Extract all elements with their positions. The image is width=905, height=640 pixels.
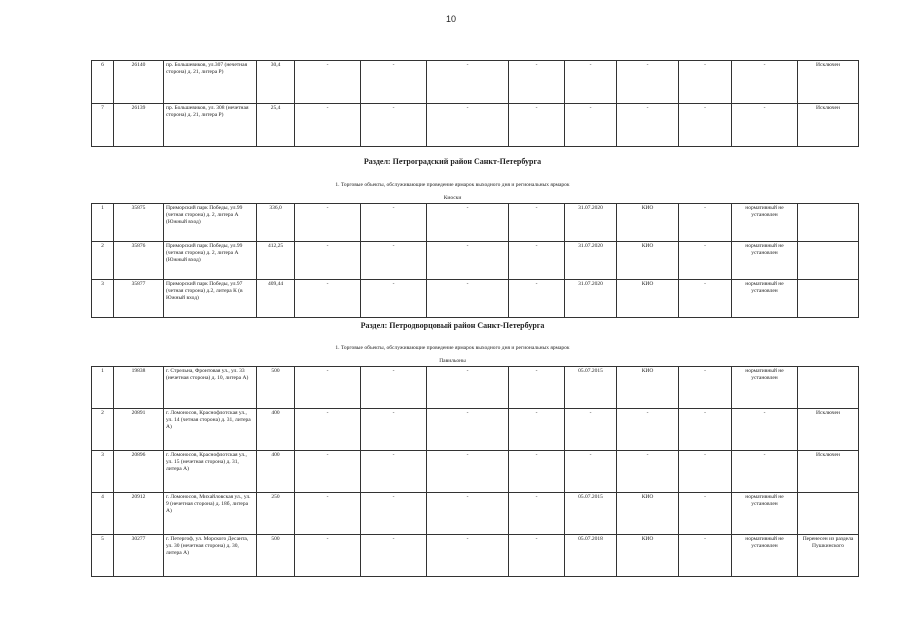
table-cell [798, 367, 859, 409]
table-cell: - [732, 61, 798, 104]
table-cell: Приморский парк Победы, ул.97 (четная сторона) д.2, литера К (в Южный вход) [164, 280, 257, 318]
petrogradsky-table [91, 203, 859, 318]
table-cell: 30,4 [257, 61, 295, 104]
table-cell: 30277 [114, 535, 164, 577]
table-cell: - [295, 409, 361, 451]
table-cell: КИО [617, 493, 679, 535]
table-cell: 35875 [114, 204, 164, 242]
table-cell: - [679, 409, 732, 451]
table-cell: пр. Большевиков, ул.307 (нечетная сторона) д. 21, литера Р) [164, 61, 257, 104]
table-cell: - [509, 104, 565, 147]
table-cell: - [509, 242, 565, 280]
table-cell: - [427, 535, 509, 577]
table-cell: Исключен [798, 104, 859, 147]
table-cell: 31.07.2020 [565, 280, 617, 318]
table-cell: 500 [257, 535, 295, 577]
table-cell: 20912 [114, 493, 164, 535]
table-cell: - [509, 451, 565, 493]
table-row [92, 451, 859, 493]
table-cell: - [295, 280, 361, 318]
table-cell: - [732, 451, 798, 493]
table-cell: Исключен [798, 409, 859, 451]
table-cell: нормативный не установлен [732, 535, 798, 577]
table-cell: - [679, 367, 732, 409]
table-cell: - [427, 451, 509, 493]
table-cell: нормативный не установлен [732, 242, 798, 280]
table-cell: - [617, 104, 679, 147]
table-cell: 2 [92, 242, 114, 280]
table-cell: - [427, 367, 509, 409]
table-cell: 05.07.2018 [565, 535, 617, 577]
table-cell: г. Стрельна, Фронтовая ул., ул. 33 (нечетная сторона) д. 10, литера А) [164, 367, 257, 409]
table-cell: - [427, 61, 509, 104]
table-cell: - [617, 451, 679, 493]
table-cell: 35876 [114, 242, 164, 280]
table-cell: - [295, 535, 361, 577]
table-cell: - [509, 409, 565, 451]
table-cell: 35877 [114, 280, 164, 318]
table-row [92, 280, 859, 318]
table-cell: 6 [92, 61, 114, 104]
table-cell: 31.07.2020 [565, 242, 617, 280]
table-cell: - [509, 61, 565, 104]
table-cell: 26139 [114, 104, 164, 147]
table-cell: - [427, 409, 509, 451]
table-cell: - [427, 104, 509, 147]
table-cell: - [509, 367, 565, 409]
table-cell: - [679, 104, 732, 147]
table-cell: Приморский парк Победы, ул.99 (четная сторона) д. 2, литера А (Южный вход) [164, 242, 257, 280]
table-cell: - [361, 367, 427, 409]
table-cell: - [679, 493, 732, 535]
table-cell: 400 [257, 409, 295, 451]
table-cell [798, 204, 859, 242]
table-cell: 20896 [114, 451, 164, 493]
table-cell: - [361, 104, 427, 147]
table-cell: - [295, 61, 361, 104]
table-cell: 3 [92, 451, 114, 493]
table-cell: 250 [257, 493, 295, 535]
table-cell: - [565, 61, 617, 104]
table-cell: - [679, 535, 732, 577]
table-row [92, 61, 859, 104]
table-cell: - [361, 61, 427, 104]
table-cell: КИО [617, 367, 679, 409]
table-cell: нормативный не установлен [732, 493, 798, 535]
table-cell: - [509, 280, 565, 318]
table-cell: нормативный не установлен [732, 280, 798, 318]
table-cell: КИО [617, 280, 679, 318]
table-cell [798, 242, 859, 280]
table-row [92, 242, 859, 280]
table-cell: - [509, 535, 565, 577]
table-cell: - [679, 242, 732, 280]
table-cell: - [295, 367, 361, 409]
table-cell: 20891 [114, 409, 164, 451]
table-cell: - [361, 451, 427, 493]
table-cell: 3 [92, 280, 114, 318]
table-cell: 26140 [114, 61, 164, 104]
table-cell: Исключен [798, 61, 859, 104]
table-cell: КИО [617, 242, 679, 280]
table-cell: - [679, 61, 732, 104]
table-cell: Перенесен из раздела Пушкинского [798, 535, 859, 577]
table-cell: - [361, 409, 427, 451]
table-cell: 2 [92, 409, 114, 451]
table-cell: пр. Большевиков, ул. 308 (нечетная сторона) д. 21, литера Р) [164, 104, 257, 147]
table-cell: - [509, 493, 565, 535]
table-cell: - [427, 242, 509, 280]
table-row [92, 535, 859, 577]
table-cell: - [679, 451, 732, 493]
table-cell: КИО [617, 204, 679, 242]
section-subtitle-petrodvortsovy: 1. Торговые объекты, обслуживающие проведение ярмарок выходного дня и региональных ярмарок [335, 345, 570, 351]
table-cell: г. Петергоф, ул. Морского Десанта, ул. 30 (нечетная сторона) д. 30, литера А) [164, 535, 257, 577]
table-cell: - [679, 280, 732, 318]
table-cell: - [509, 204, 565, 242]
petrodvortsovy-table [91, 366, 859, 577]
table-caption-pavilions: Павильоны [439, 358, 466, 364]
table-cell: 1 [92, 367, 114, 409]
table-cell: - [732, 104, 798, 147]
section-title-petrogradsky: Раздел: Петроградский район Санкт-Петербурга [363, 157, 542, 166]
table-row [92, 104, 859, 147]
table-cell: - [361, 535, 427, 577]
table-cell: г. Ломоносов, Михайловская ул., ул. 9 (нечетная сторона) д. 18б, литера А) [164, 493, 257, 535]
page-number: 10 [446, 14, 457, 24]
table-cell: - [361, 280, 427, 318]
table-cell: 05.07.2015 [565, 493, 617, 535]
table-cell: 25,4 [257, 104, 295, 147]
table-cell: - [295, 493, 361, 535]
table-cell: - [565, 409, 617, 451]
table-cell: 336,0 [257, 204, 295, 242]
table-cell: - [617, 409, 679, 451]
table-cell: - [732, 409, 798, 451]
table-cell: - [361, 204, 427, 242]
table-cell: - [295, 104, 361, 147]
table-caption-kiosks: Киоски [443, 195, 462, 201]
table-cell: 412,25 [257, 242, 295, 280]
table-cell: 5 [92, 535, 114, 577]
table-cell: - [295, 451, 361, 493]
table-cell: нормативный не установлен [732, 367, 798, 409]
table-cell: - [361, 242, 427, 280]
table-cell: - [565, 451, 617, 493]
table-cell: - [565, 104, 617, 147]
table-cell: 1 [92, 204, 114, 242]
table-cell: г. Ломоносов, Краснофлотская ул., ул. 15 (нечетная сторона) д. 31, литера А) [164, 451, 257, 493]
table-cell: - [295, 204, 361, 242]
table-cell: 31.07.2020 [565, 204, 617, 242]
table-cell: - [295, 242, 361, 280]
table-cell: 409,44 [257, 280, 295, 318]
table-row [92, 204, 859, 242]
table-cell: Исключен [798, 451, 859, 493]
table-cell: - [427, 204, 509, 242]
table-row [92, 409, 859, 451]
table-cell: КИО [617, 535, 679, 577]
table-cell: 05.07.2015 [565, 367, 617, 409]
table-cell: 7 [92, 104, 114, 147]
table-row [92, 367, 859, 409]
table-cell [798, 280, 859, 318]
table-cell: - [617, 61, 679, 104]
table-cell: - [427, 493, 509, 535]
table-cell: - [361, 493, 427, 535]
table-cell: 19838 [114, 367, 164, 409]
table-cell: - [427, 280, 509, 318]
table-cell: 400 [257, 451, 295, 493]
table-row [92, 493, 859, 535]
top-table [91, 60, 859, 147]
table-cell: г. Ломоносов, Краснофлотская ул., ул. 14 (четная сторона) д. 31, литера А) [164, 409, 257, 451]
section-subtitle-petrogradsky: 1. Торговые объекты, обслуживающие проведение ярмарок выходного дня и региональных ярмарок [335, 182, 570, 188]
table-cell: Приморский парк Победы, ул.99 (четная сторона) д. 2, литера А (Южный вход) [164, 204, 257, 242]
table-cell: - [679, 204, 732, 242]
table-cell: нормативный не установлен [732, 204, 798, 242]
table-cell: 500 [257, 367, 295, 409]
section-title-petrodvortsovy: Раздел: Петродворцовый район Санкт-Петербурга [360, 321, 545, 330]
table-cell: 4 [92, 493, 114, 535]
table-cell [798, 493, 859, 535]
